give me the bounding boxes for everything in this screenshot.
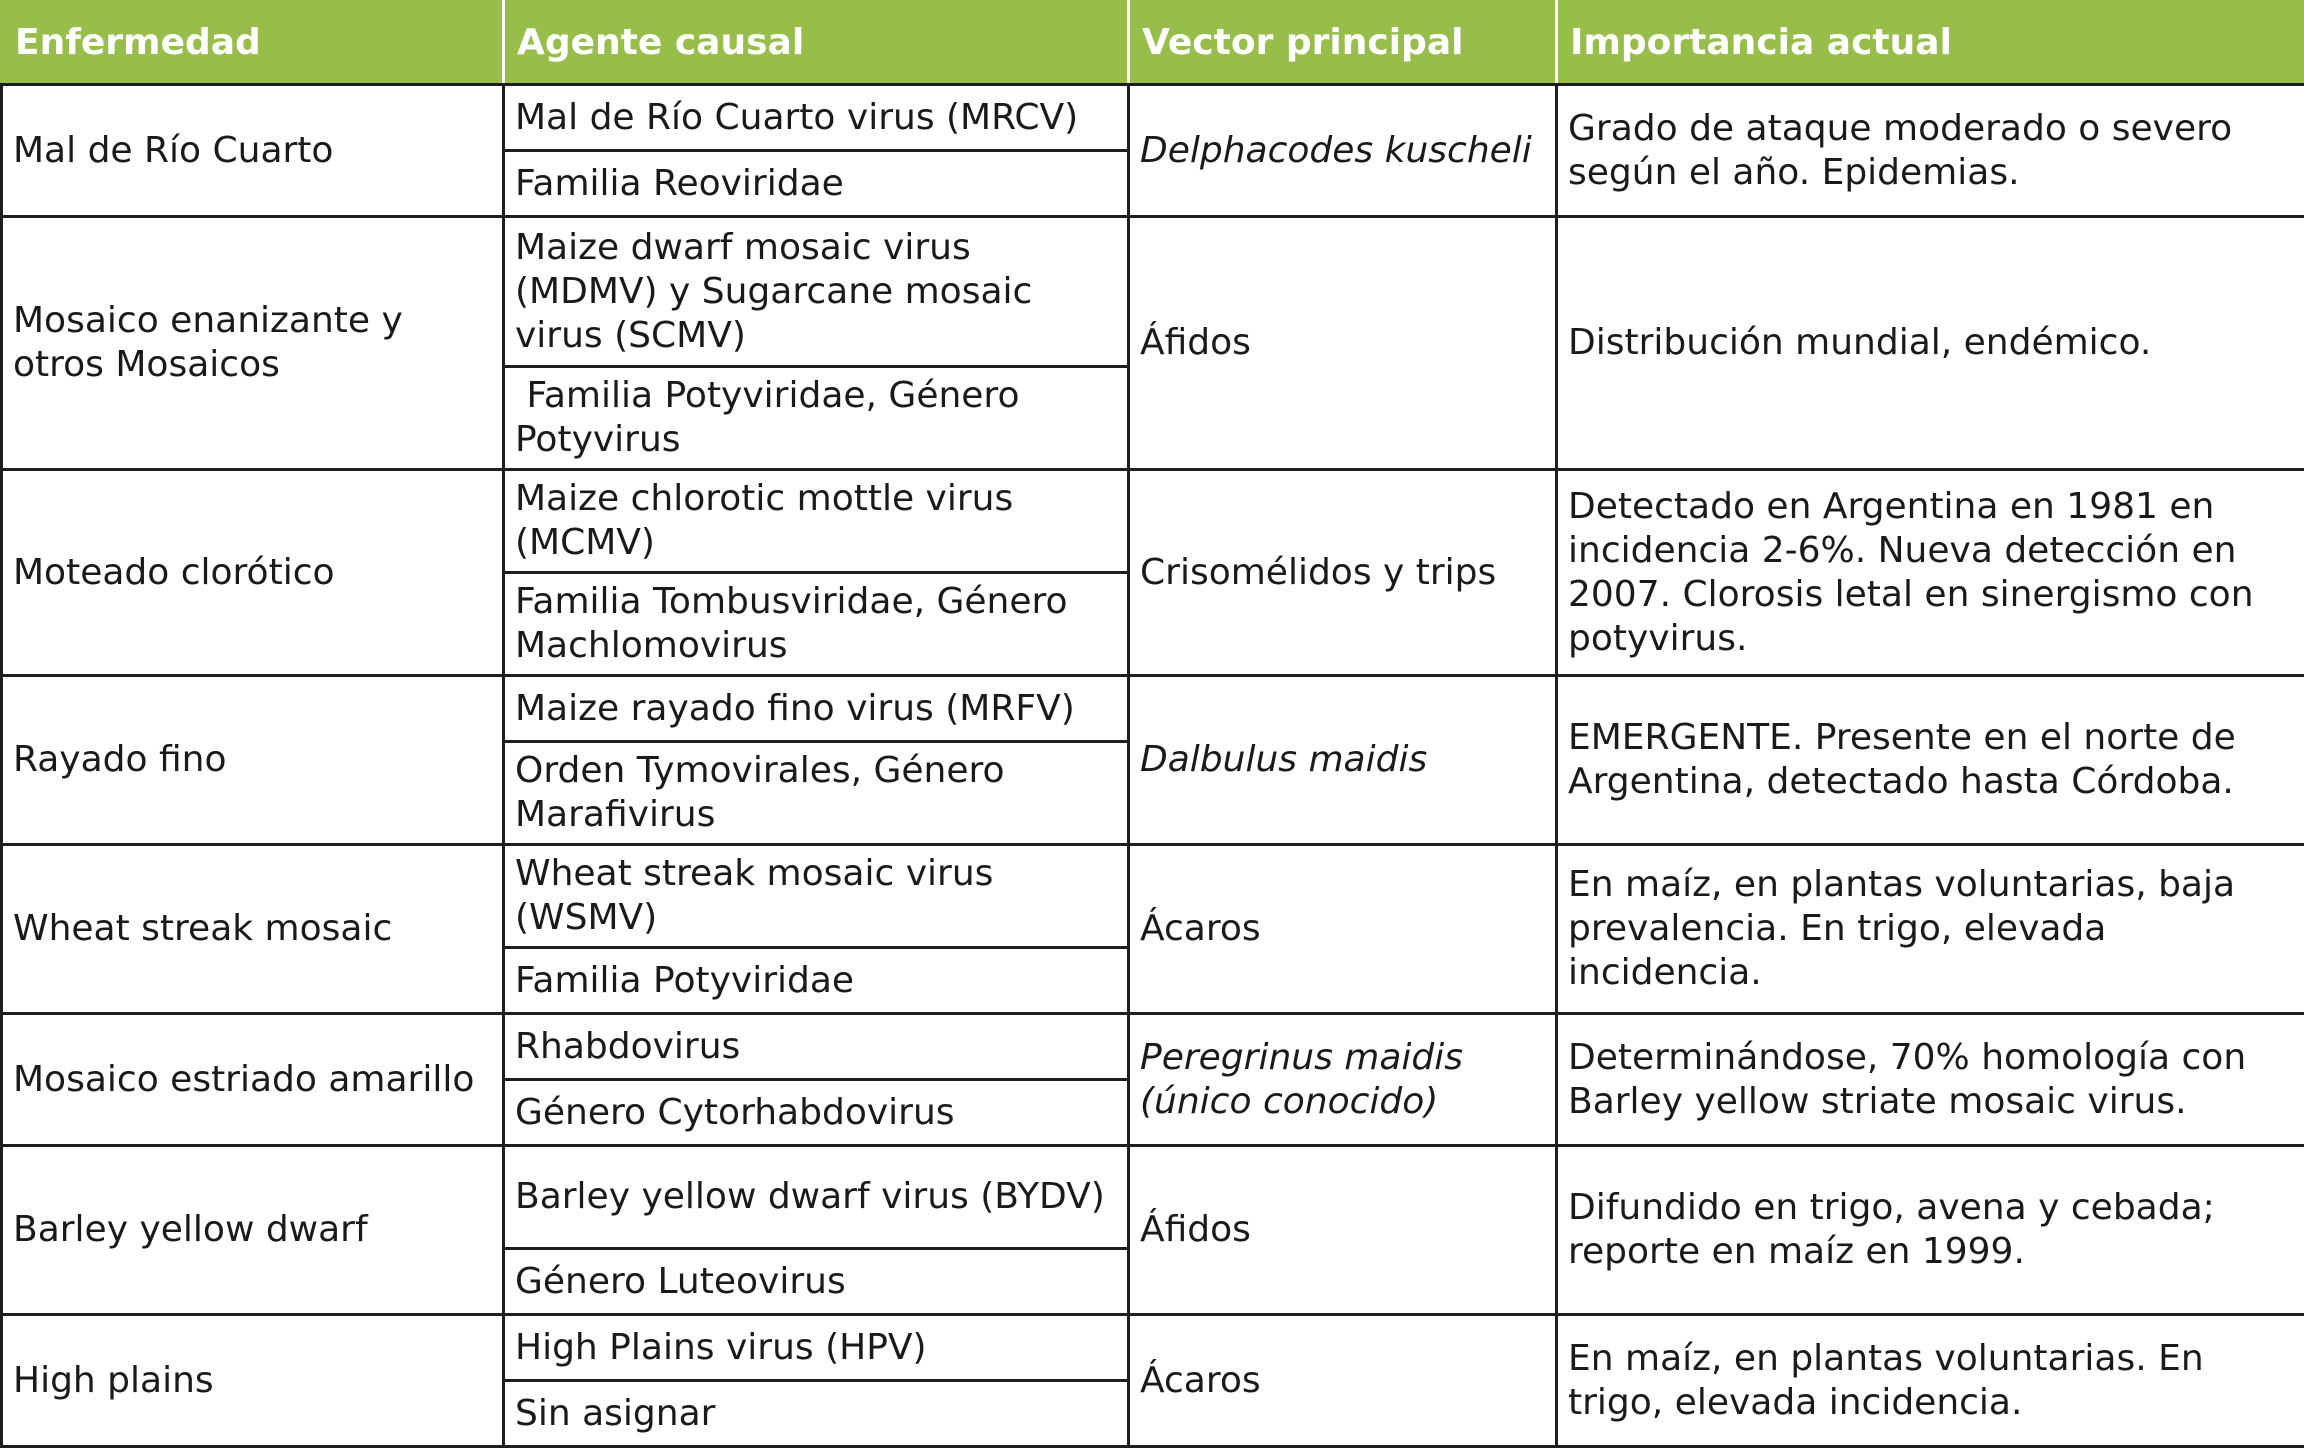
vector-cell: Peregrinus maidis (único conocido)	[1129, 1014, 1557, 1146]
vector-cell: Áfidos	[1129, 1146, 1557, 1315]
header-disease: Enfermedad	[2, 2, 504, 85]
header-agent: Agente causal	[504, 2, 1129, 85]
table-row	[2, 845, 2304, 948]
agent-name-cell: Maize rayado fino virus (MRFV)	[504, 676, 1129, 742]
table-row	[2, 85, 2304, 151]
vector-cell: Delphacodes kuscheli	[1129, 85, 1557, 217]
vector-cell: Dalbulus maidis	[1129, 676, 1557, 845]
agent-taxon-cell: Familia Reoviridae	[504, 151, 1129, 217]
table-row	[2, 1146, 2304, 1249]
table-row	[2, 1315, 2304, 1381]
disease-cell: Moteado clorótico	[2, 470, 504, 676]
agent-taxon-cell: Género Cytorhabdovirus	[504, 1080, 1129, 1146]
importance-cell: En maíz, en plantas voluntarias. En trigo, elevada incidencia.	[1557, 1315, 2304, 1447]
agent-name-cell: High Plains virus (HPV)	[504, 1315, 1129, 1381]
agent-name-cell: Barley yellow dwarf virus (BYDV)	[504, 1146, 1129, 1249]
header-vector: Vector principal	[1129, 2, 1557, 85]
agent-taxon-cell: Familia Potyviridae	[504, 948, 1129, 1014]
importance-cell: Detectado en Argentina en 1981 en incidencia 2-6%. Nueva detección en 2007. Clorosis letal en sinergismo con potyvirus.	[1557, 470, 2304, 676]
agent-name-cell: Maize dwarf mosaic virus (MDMV) y Sugarcane mosaic virus (SCMV)	[504, 217, 1129, 367]
importance-cell: Difundido en trigo, avena y cebada; reporte en maíz en 1999.	[1557, 1146, 2304, 1315]
vector-cell: Áfidos	[1129, 217, 1557, 470]
table-header-row	[2, 2, 2304, 85]
agent-taxon-cell: Familia Potyviridae, Género Potyvirus	[504, 367, 1129, 470]
agent-taxon-cell: Sin asignar	[504, 1381, 1129, 1447]
table-row	[2, 1014, 2304, 1080]
disease-cell: Barley yellow dwarf	[2, 1146, 504, 1315]
disease-cell: Rayado fino	[2, 676, 504, 845]
vector-cell: Ácaros	[1129, 1315, 1557, 1447]
table-row	[2, 470, 2304, 573]
agent-name-cell: Maize chlorotic mottle virus (MCMV)	[504, 470, 1129, 573]
table-row	[2, 217, 2304, 367]
agent-taxon-cell: Familia Tombusviridae, Género Machlomovirus	[504, 573, 1129, 676]
disease-cell: Wheat streak mosaic	[2, 845, 504, 1014]
header-importance: Importancia actual	[1557, 2, 2304, 85]
importance-cell: Distribución mundial, endémico.	[1557, 217, 2304, 470]
importance-cell: EMERGENTE. Presente en el norte de Argentina, detectado hasta Córdoba.	[1557, 676, 2304, 845]
disease-cell: Mal de Río Cuarto	[2, 85, 504, 217]
disease-cell: High plains	[2, 1315, 504, 1447]
agent-name-cell: Wheat streak mosaic virus (WSMV)	[504, 845, 1129, 948]
table-row	[2, 676, 2304, 742]
importance-cell: En maíz, en plantas voluntarias, baja prevalencia. En trigo, elevada incidencia.	[1557, 845, 2304, 1014]
disease-cell: Mosaico estriado amarillo	[2, 1014, 504, 1146]
agent-name-cell: Rhabdovirus	[504, 1014, 1129, 1080]
agent-name-cell: Mal de Río Cuarto virus (MRCV)	[504, 85, 1129, 151]
disease-cell: Mosaico enanizante y otros Mosaicos	[2, 217, 504, 470]
vector-cell: Crisomélidos y trips	[1129, 470, 1557, 676]
agent-taxon-cell: Género Luteovirus	[504, 1249, 1129, 1315]
vector-cell: Ácaros	[1129, 845, 1557, 1014]
agent-taxon-cell: Orden Tymovirales, Género Marafivirus	[504, 742, 1129, 845]
importance-cell: Determinándose, 70% homología con Barley yellow striate mosaic virus.	[1557, 1014, 2304, 1146]
importance-cell: Grado de ataque moderado o severo según el año. Epidemias.	[1557, 85, 2304, 217]
